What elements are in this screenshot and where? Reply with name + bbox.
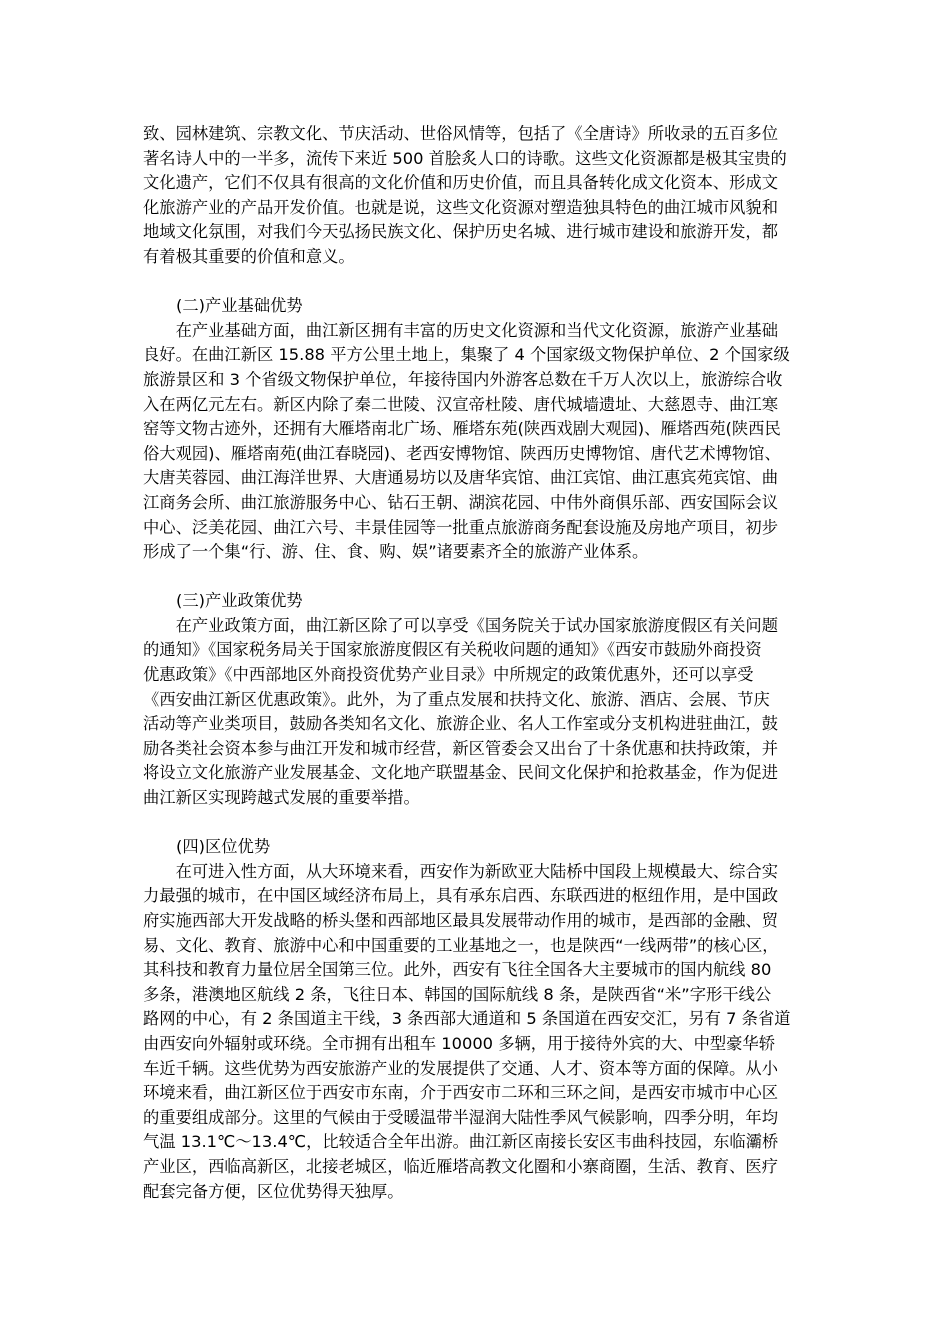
text-line: 良好。在曲江新区 15.88 平方公里土地上，集聚了 4 个国家级文物保护单位、2 个国家级 <box>143 345 790 365</box>
section-heading: (四)区位优势 <box>176 837 271 857</box>
text-line: 优惠政策》《中西部地区外商投资优势产业目录》中所规定的政策优惠外，还可以享受 <box>143 665 754 685</box>
section-industry-foundation <box>143 294 803 565</box>
text-line: 励各类社会资本参与曲江开发和城市经营，新区管委会又出台了十条优惠和扶持政策，并 <box>143 738 778 758</box>
text-line: 环境来看，曲江新区位于西安市东南，介于西安市二环和三环之间，是西安市城市中心区 <box>143 1083 778 1103</box>
paragraph-spacer <box>143 565 803 590</box>
document-body <box>143 122 803 1204</box>
text-line: 多条，港澳地区航线 2 条，飞往日本、韩国的国际航线 8 条，是陕西省“米”字形干线公 <box>143 984 772 1004</box>
paragraph-spacer <box>143 270 803 295</box>
text-line: 致、园林建筑、宗教文化、节庆活动、世俗风情等，包括了《全唐诗》所收录的五百多位 <box>143 124 778 143</box>
paragraph-spacer <box>143 811 803 836</box>
text-line: 俗大观园)、雁塔南苑(曲江春晓园)、老西安博物馆、陕西历史博物馆、唐代艺术博物馆、 <box>143 443 781 463</box>
text-line: 产业区，西临高新区，北接老城区，临近雁塔高教文化圈和小寨商圈，生活、教育、医疗 <box>143 1156 778 1176</box>
text-line: 《西安曲江新区优惠政策》。此外，为了重点发展和扶持文化、旅游、酒店、会展、节庆 <box>143 689 770 709</box>
text-line: 大唐芙蓉园、曲江海洋世界、大唐通易坊以及唐华宾馆、曲江宾馆、曲江惠宾苑宾馆、曲 <box>143 468 778 488</box>
section-heading: (二)产业基础优势 <box>176 296 303 316</box>
text-line: 路网的中心，有 2 条国道主干线，3 条西部大通道和 5 条国道在西安交汇，另有 7 条省道 <box>143 1009 791 1029</box>
text-line: 化旅游产业的产品开发价值。也就是说，这些文化资源对塑造独具特色的曲江城市风貌和 <box>143 197 778 217</box>
text-line: 活动等产业类项目，鼓励各类知名文化、旅游企业、名人工作室或分支机构进驻曲江，鼓 <box>143 714 778 734</box>
text-line: 车近千辆。这些优势为西安旅游产业的发展提供了交通、人才、资本等方面的保障。从小 <box>143 1058 778 1078</box>
text-line: 形成了一个集“行、游、住、食、购、娱”诸要素齐全的旅游产业体系。 <box>143 542 649 562</box>
text-line: 在可进入性方面，从大环境来看，西安作为新欧亚大陆桥中国段上规模最大、综合实 <box>143 861 778 881</box>
section-location <box>143 835 803 1204</box>
text-line: 中心、泛美花园、曲江六号、丰景佳园等一批重点旅游商务配套设施及房地产项目，初步 <box>143 517 778 537</box>
text-line: 文化遗产，它们不仅具有很高的文化价值和历史价值，而且具备转化成文化资本、形成文 <box>143 173 778 193</box>
text-line: 易、文化、教育、旅游中心和中国重要的工业基地之一，也是陕西“一线两带”的核心区， <box>143 935 779 955</box>
text-line: 由西安向外辐射或环绕。全市拥有出租车 10000 多辆，用于接待外宾的大、中型豪华轿 <box>143 1033 775 1053</box>
text-line: 府实施西部大开发战略的桥头堡和西部地区最具发展带动作用的城市，是西部的金融、贸 <box>143 911 778 930</box>
text-line: 的通知》《国家税务局关于国家旅游度假区有关税收问题的通知》《西安市鼓励外商投资 <box>143 640 762 660</box>
text-line: 有着极其重要的价值和意义。 <box>143 246 355 266</box>
text-line: 在产业政策方面，曲江新区除了可以享受《国务院关于试办国家旅游度假区有关问题 <box>143 615 778 635</box>
intro-paragraph <box>143 122 803 270</box>
text-line: 的重要组成部分。这里的气候由于受暖温带半湿润大陆性季风气候影响，四季分明，年均 <box>143 1107 778 1127</box>
text-line: 其科技和教育力量位居全国第三位。此外，西安有飞往全国各大主要城市的国内航线 80 <box>143 960 772 980</box>
text-line: 曲江新区实现跨越式发展的重要举措。 <box>143 788 420 808</box>
text-line: 力最强的城市，在中国区域经济布局上，具有承东启西、东联西进的枢纽作用，是中国政 <box>143 886 778 906</box>
section-industry-policy <box>143 589 803 810</box>
text-line: 将设立文化旅游产业发展基金、文化地产联盟基金、民间文化保护和抢救基金，作为促进 <box>143 763 778 783</box>
text-line: 窑等文物古迹外，还拥有大雁塔南北广场、雁塔东苑(陕西戏剧大观园)、雁塔西苑(陕西民 <box>143 419 781 439</box>
text-line: 地域文化氛围，对我们今天弘扬民族文化、保护历史名城、进行城市建设和旅游开发，都 <box>143 222 778 242</box>
text-line: 旅游景区和 3 个省级文物保护单位，年接待国内外游客总数在千万人次以上，旅游综合收 <box>143 369 783 389</box>
text-line: 江商务会所、曲江旅游服务中心、钻石王朝、湖滨花园、中伟外商俱乐部、西安国际会议 <box>143 492 778 512</box>
text-line: 著名诗人中的一半多，流传下来近 500 首脍炙人口的诗歌。这些文化资源都是极其宝贵的 <box>143 148 787 168</box>
text-line: 在产业基础方面，曲江新区拥有丰富的历史文化资源和当代文化资源，旅游产业基础 <box>143 320 778 340</box>
text-line: 气温 13.1℃～13.4℃，比较适合全年出游。曲江新区南接长安区韦曲科技园，东临灞桥 <box>143 1132 779 1152</box>
section-heading: (三)产业政策优势 <box>176 591 303 611</box>
text-line: 配套完备方便，区位优势得天独厚。 <box>143 1181 404 1201</box>
text-line: 入在两亿元左右。新区内除了秦二世陵、汉宣帝杜陵、唐代城墙遗址、大慈恩寺、曲江寒 <box>143 394 778 414</box>
